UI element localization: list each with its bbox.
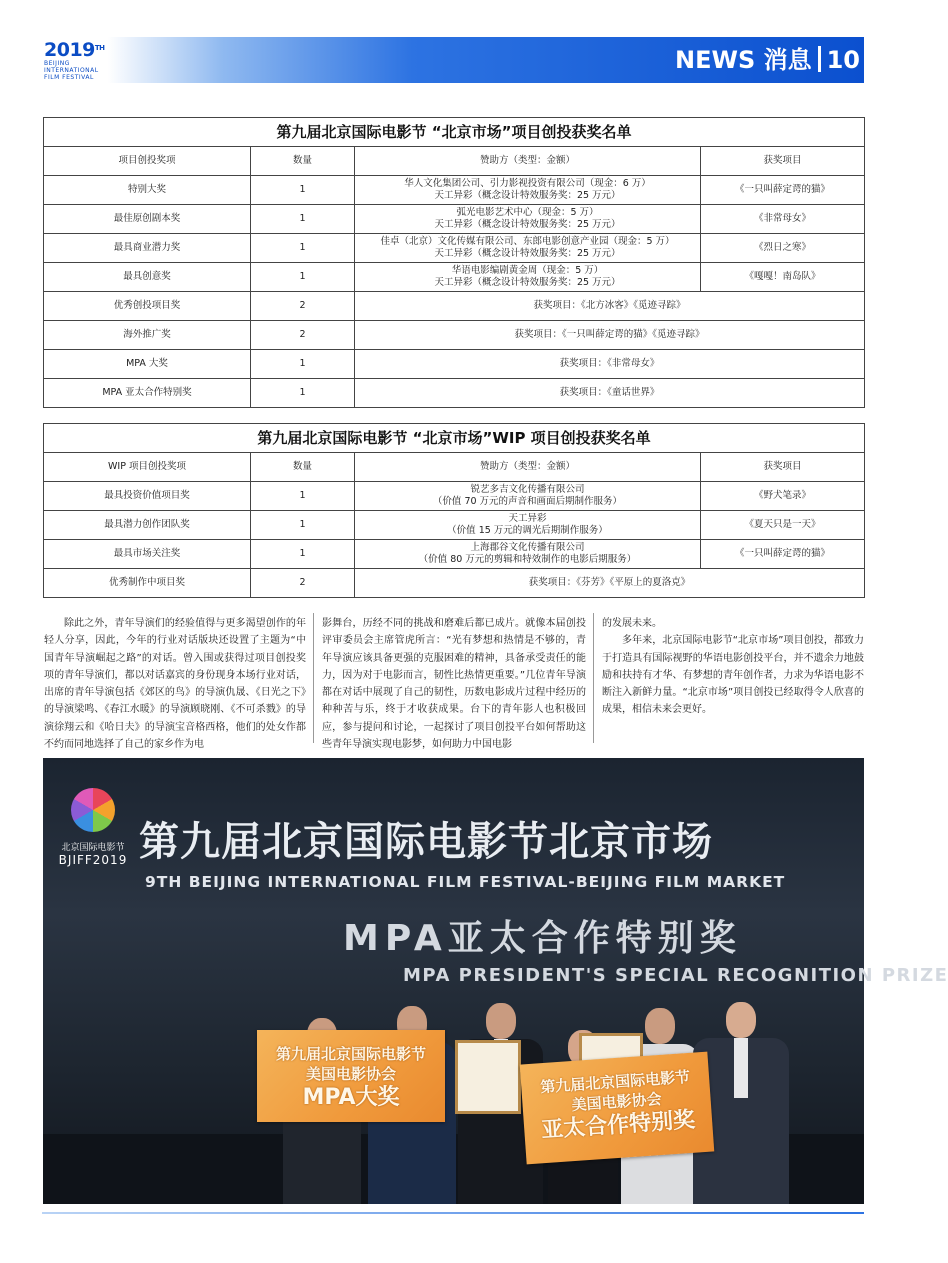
sponsor-cell: 佳卓（北京）文化传媒有限公司、东郎电影创意产业园（现金：5 万） 天工异彩（概念设计特效服务奖：25 万元） [355,234,701,263]
count-cell: 1 [251,205,355,234]
count-cell: 2 [251,292,355,321]
award-ceremony-photo [43,758,948,1204]
project-cell: 《夏天只是一天》 [701,511,865,540]
column-divider [313,613,314,743]
certificate [455,1040,521,1114]
sponsor-cell: 弧光电影艺术中心（现金：5 万） 天工异彩（概念设计特效服务奖：25 万元） [355,205,701,234]
project-cell: 《嘎嘎！南岛队》 [701,263,865,292]
count-cell: 2 [251,569,355,598]
column-divider [593,613,594,743]
count-cell: 1 [251,511,355,540]
count-cell: 1 [251,263,355,292]
award-cell: MPA 大奖 [44,350,251,379]
award-recipients [43,1008,864,1204]
award-cell: 最具创意奖 [44,263,251,292]
backdrop-subtitle: 9TH BEIJING INTERNATIONAL FILM FESTIVAL-BEIJING FILM MARKET [145,873,786,891]
count-cell: 2 [251,321,355,350]
project-cell: 《一只叫薛定谔的猫》 [701,540,865,569]
article-column-3 [602,615,864,719]
winners-cell: 获奖项目：《一只叫薛定谔的猫》《觅迹寻踪》 [355,321,865,350]
column-header: 获奖项目 [701,147,865,176]
column-header: WIP 项目创投奖项 [44,453,251,482]
count-cell: 1 [251,350,355,379]
column-header: 赞助方（类型：金额） [355,147,701,176]
award-cell: 特别大奖 [44,176,251,205]
column-header: 获奖项目 [701,453,865,482]
table-row [44,263,865,292]
award-board-mpa: 第九届北京国际电影节 美国电影协会 MPA大奖 [257,1030,445,1122]
award-board-asia-pacific: 第九届北京国际电影节 美国电影协会 亚太合作特别奖 [520,1052,715,1165]
award-cell: 最具投资价值项目奖 [44,482,251,511]
article-paragraph: 多年来，北京国际电影节“北京市场”项目创投，都致力于打造具有国际视野的华语电影创投平台，并不遗余力地鼓励和扶持有才华、有梦想的青年创作者，力求为华语电影不断注入新鲜力量。“北京市场”项目创投已经取得令人欣喜的成果，相信未来会更好。 [602,635,864,716]
sponsor-cell: 华人文化集团公司、引力影视投资有限公司（现金：6 万） 天工异彩（概念设计特效服务奖：25 万元） [355,176,701,205]
project-cell: 《烈日之寒》 [701,234,865,263]
table-row [44,379,865,408]
column-header: 数量 [251,453,355,482]
table-row [44,540,865,569]
column-header: 数量 [251,147,355,176]
wip-awards-table [43,423,865,598]
count-cell: 1 [251,234,355,263]
bjiff-logo: 北京国际电影节 BJIFF2019 [53,788,133,867]
table-row [44,350,865,379]
backdrop-award-english: MPA PRESIDENT'S SPECIAL RECOGNITION PRIZE [403,965,948,986]
winners-cell: 获奖项目：《非常母女》 [355,350,865,379]
count-cell: 1 [251,482,355,511]
article-column-2 [322,615,586,753]
sponsor-cell: 华语电影编剧黄金周（现金：5 万） 天工异彩（概念设计特效服务奖：25 万元） [355,263,701,292]
article-paragraph: 影舞台，历经不同的挑战和磨难后都已成片。就像本届创投评审委员会主席管虎所言：“光有梦想和热情是不够的，青年导演应该具备更强的克服困难的精神，具备承受责任的能力，因为对于电影而言，韧性比热情更重要。”几位青年导演都在对话中展现了自己的韧性，历数电影成片过程中经历的种种苦与乐，终于才收获成果。台下的青年影人也积极回应，参与提问和讨论，一起探讨了项目创投平台如何帮助这些青年导演实现电影梦，如何助力中国电影 [322,618,586,751]
sponsor-cell: 天工异彩 （价值 15 万元的调光后期制作服务） [355,511,701,540]
table-title: 第九届北京国际电影节 “北京市场”WIP 项目创投获奖名单 [44,424,865,453]
winners-cell: 获奖项目：《芬芳》《平原上的夏洛克》 [355,569,865,598]
winners-cell: 获奖项目：《童话世界》 [355,379,865,408]
winners-cell: 获奖项目：《北方冰客》《觅迹寻踪》 [355,292,865,321]
page-section-title [675,43,860,77]
title-separator [818,46,821,72]
count-cell: 1 [251,176,355,205]
table-title: 第九届北京国际电影节 “北京市场”项目创投获奖名单 [44,118,865,147]
bottom-rule [42,1212,864,1214]
column-header: 赞助方（类型：金额） [355,453,701,482]
award-cell: 最具市场关注奖 [44,540,251,569]
project-cell: 《一只叫薛定谔的猫》 [701,176,865,205]
award-cell: 海外推广奖 [44,321,251,350]
page-number: 10 [826,46,860,74]
project-cell: 《非常母女》 [701,205,865,234]
award-cell: 优秀创投项目奖 [44,292,251,321]
table-header-row [44,147,865,176]
table-row [44,205,865,234]
count-cell: 1 [251,540,355,569]
sponsor-cell: 上海郡谷文化传播有限公司 （价值 80 万元的剪辑和特效制作的电影后期服务） [355,540,701,569]
table-row [44,292,865,321]
article-column-1 [44,615,306,753]
project-cell: 《野犬笔录》 [701,482,865,511]
award-cell: 最具商业潜力奖 [44,234,251,263]
film-reel-icon [71,788,115,832]
table-row [44,176,865,205]
column-header: 项目创投奖项 [44,147,251,176]
table-row [44,511,865,540]
backdrop-award-title: MPA亚太合作特别奖 [343,918,742,959]
table-row [44,234,865,263]
table-header-row [44,453,865,482]
award-cell: 最具潜力创作团队奖 [44,511,251,540]
award-cell: MPA 亚太合作特别奖 [44,379,251,408]
award-cell: 最佳原创剧本奖 [44,205,251,234]
sponsor-cell: 锐艺多吉文化传播有限公司 （价值 70 万元的声音和画面后期制作服务） [355,482,701,511]
article-paragraph: 除此之外，青年导演们的经验值得与更多渴望创作的年轻人分享，因此，今年的行业对话版块还设置了主题为“中国青年导演崛起之路”的对话。曾入围或获得过项目创投奖项的青年导演们，都以对话嘉宾的身份现身本场行业对话，出席的青年导演包括《郊区的鸟》的导演仇晟、《日光之下》的导演梁鸣、《春江水暖》的导演顾晓刚、《不可杀戮》的导演徐翔云和《哈日夫》的导演宝音格西格，他们的处女作都不约而同地选择了自己的家乡作为电 [44,618,306,751]
count-cell: 1 [251,379,355,408]
article-paragraph: 的发展未来。 [602,618,662,629]
section-label: NEWS 消息 [675,46,812,74]
backdrop-title: 第九届北京国际电影节北京市场 [139,818,713,865]
award-cell: 优秀制作中项目奖 [44,569,251,598]
table-row [44,569,865,598]
table-row [44,321,865,350]
table-row [44,482,865,511]
market-awards-table [43,117,865,408]
festival-logo: 2019TH BEIJING INTERNATIONAL FILM FESTIVAL [44,39,105,81]
